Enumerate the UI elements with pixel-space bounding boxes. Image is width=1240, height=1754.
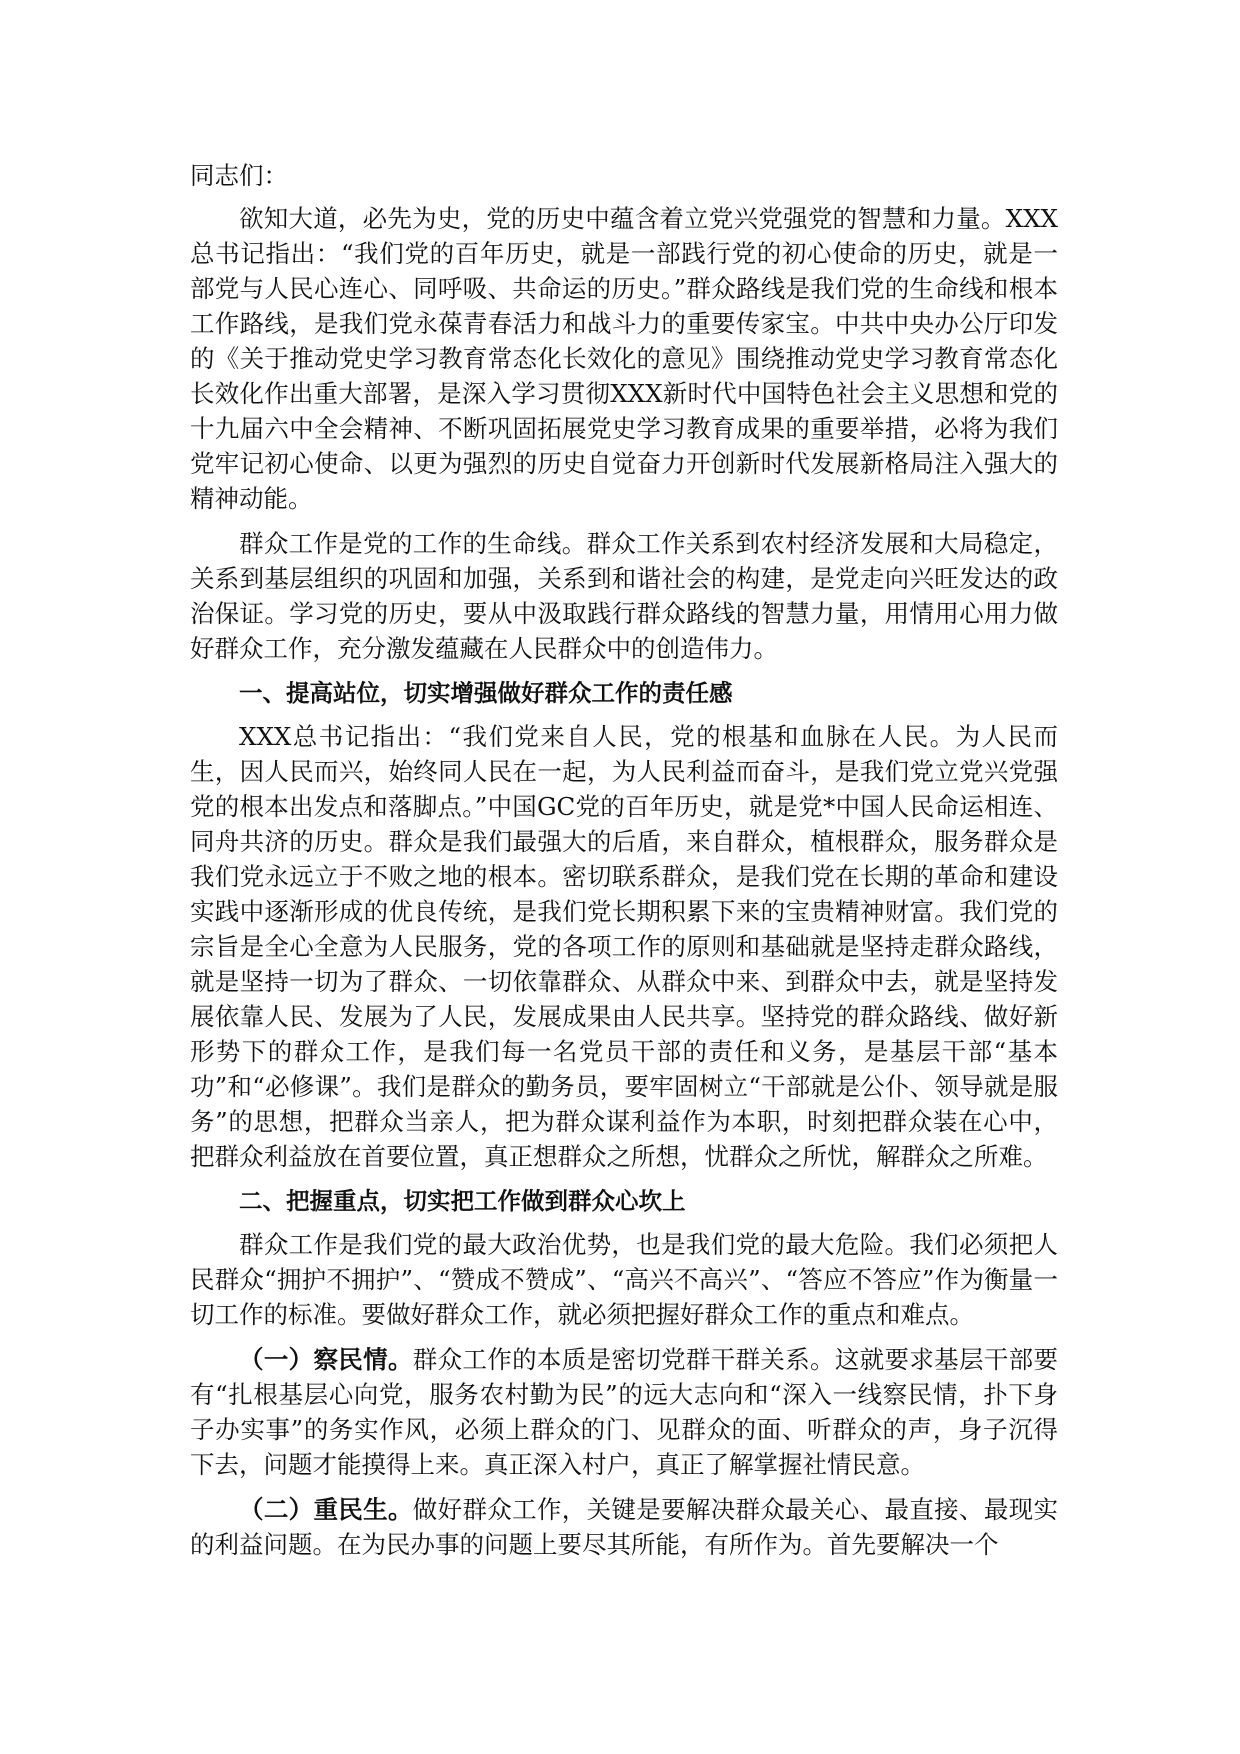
subsection-lead-2: （二）重民生。: [239, 1495, 413, 1524]
paragraph-section-2: 群众工作是我们党的最大政治优势，也是我们党的最大危险。我们必须把人民群众“拥护不拥护”、“赞成不赞成”、“高兴不高兴”、“答应不答应”作为衡量一切工作的标准。要做好群众工作，就必须把握好群众工作的重点和难点。: [190, 1230, 1058, 1329]
subsection-lead-1: （一）察民情。: [239, 1345, 413, 1374]
paragraph-section-1: XXX总书记指出：“我们党来自人民，党的根基和血脉在人民。为人民而生，因人民而兴，始终同人民在一起，为人民利益而奋斗，是我们党立党兴党强党的根本出发点和落脚点。”中国GC党的百年历史，就是党*中国人民命运相连、同舟共济的历史。群众是我们最强大的后盾，来自群众，植根群众，服务群众是我们党永远立于不败之地的根本。密切联系群众，是我们党在长期的革命和建设实践中逐渐形成的优良传统，是我们党长期积累下来的宝贵精神财富。我们党的宗旨是全心全意为人民服务，党的各项工作的原则和基础就是坚持走群众路线，就是坚持一切为了群众、一切依靠群众、从群众中来、到群众中去，就是坚持发展依靠人民、发展为了人民，发展成果由人民共享。坚持党的群众路线、做好新形势下的群众工作，是我们每一名党员干部的责任和义务，是基层干部“基本功”和“必修课”。我们是群众的勤务员，要牢固树立“干部就是公仆、领导就是服务”的思想，把群众当亲人，把为群众谋利益作为本职，时刻把群众装在心中，把群众利益放在首要位置，真正想群众之所想，忧群众之所忧，解群众之所难。: [190, 722, 1058, 1171]
salutation: 同志们：: [190, 161, 288, 190]
section-heading-2: 二、把握重点，切实把工作做到群众心坎上: [239, 1187, 686, 1215]
section-heading-1: 一、提高站位，切实增强做好群众工作的责任感: [239, 679, 733, 707]
document-page: [190, 158, 1058, 1572]
subsection-body-1: 群众工作的本质是密切党群干群关系。这就要求基层干部要有“扎根基层心向党，服务农村勤为民”的远大志向和“深入一线察民情，扑下身子办实事”的务实作风，必须上群众的门、见群众的面、听群众的声，身子沉得下去，问题才能摸得上来。真正深入村户，真正了解掌握社情民意。: [190, 1345, 1058, 1479]
paragraph-subsection-1: [190, 1342, 1058, 1482]
paragraph-mass-work: 群众工作是党的工作的生命线。群众工作关系到农村经济发展和大局稳定，关系到基层组织的巩固和加强，关系到和谐社会的构建，是党走向兴旺发达的政治保证。学习党的历史，要从中汲取践行群众路线的智慧力量，用情用心用力做好群众工作，充分激发蕴藏在人民群众中的创造伟力。: [190, 529, 1058, 663]
paragraph-subsection-2: [190, 1492, 1058, 1562]
subsection-body-2: 做好群众工作，关键是要解决群众最关心、最直接、最现实的利益问题。在为民办事的问题上要尽其所能，有所作为。首先要解决一个: [190, 1495, 1058, 1559]
paragraph-intro: 欲知大道，必先为史，党的历史中蕴含着立党兴党强党的智慧和力量。XXX总书记指出：“我们党的百年历史，就是一部践行党的初心使命的历史，就是一部党与人民心连心、同呼吸、共命运的历史。”群众路线是我们党的生命线和根本工作路线，是我们党永葆青春活力和战斗力的重要传家宝。中共中央办公厅印发的《关于推动党史学习教育常态化长效化的意见》围绕推动党史学习教育常态化长效化作出重大部署，是深入学习贯彻XXX新时代中国特色社会主义思想和党的十九届六中全会精神、不断巩固拓展党史学习教育成果的重要举措，必将为我们党牢记初心使命、以更为强烈的历史自觉奋力开创新时代发展新格局注入强大的精神动能。: [190, 204, 1058, 513]
